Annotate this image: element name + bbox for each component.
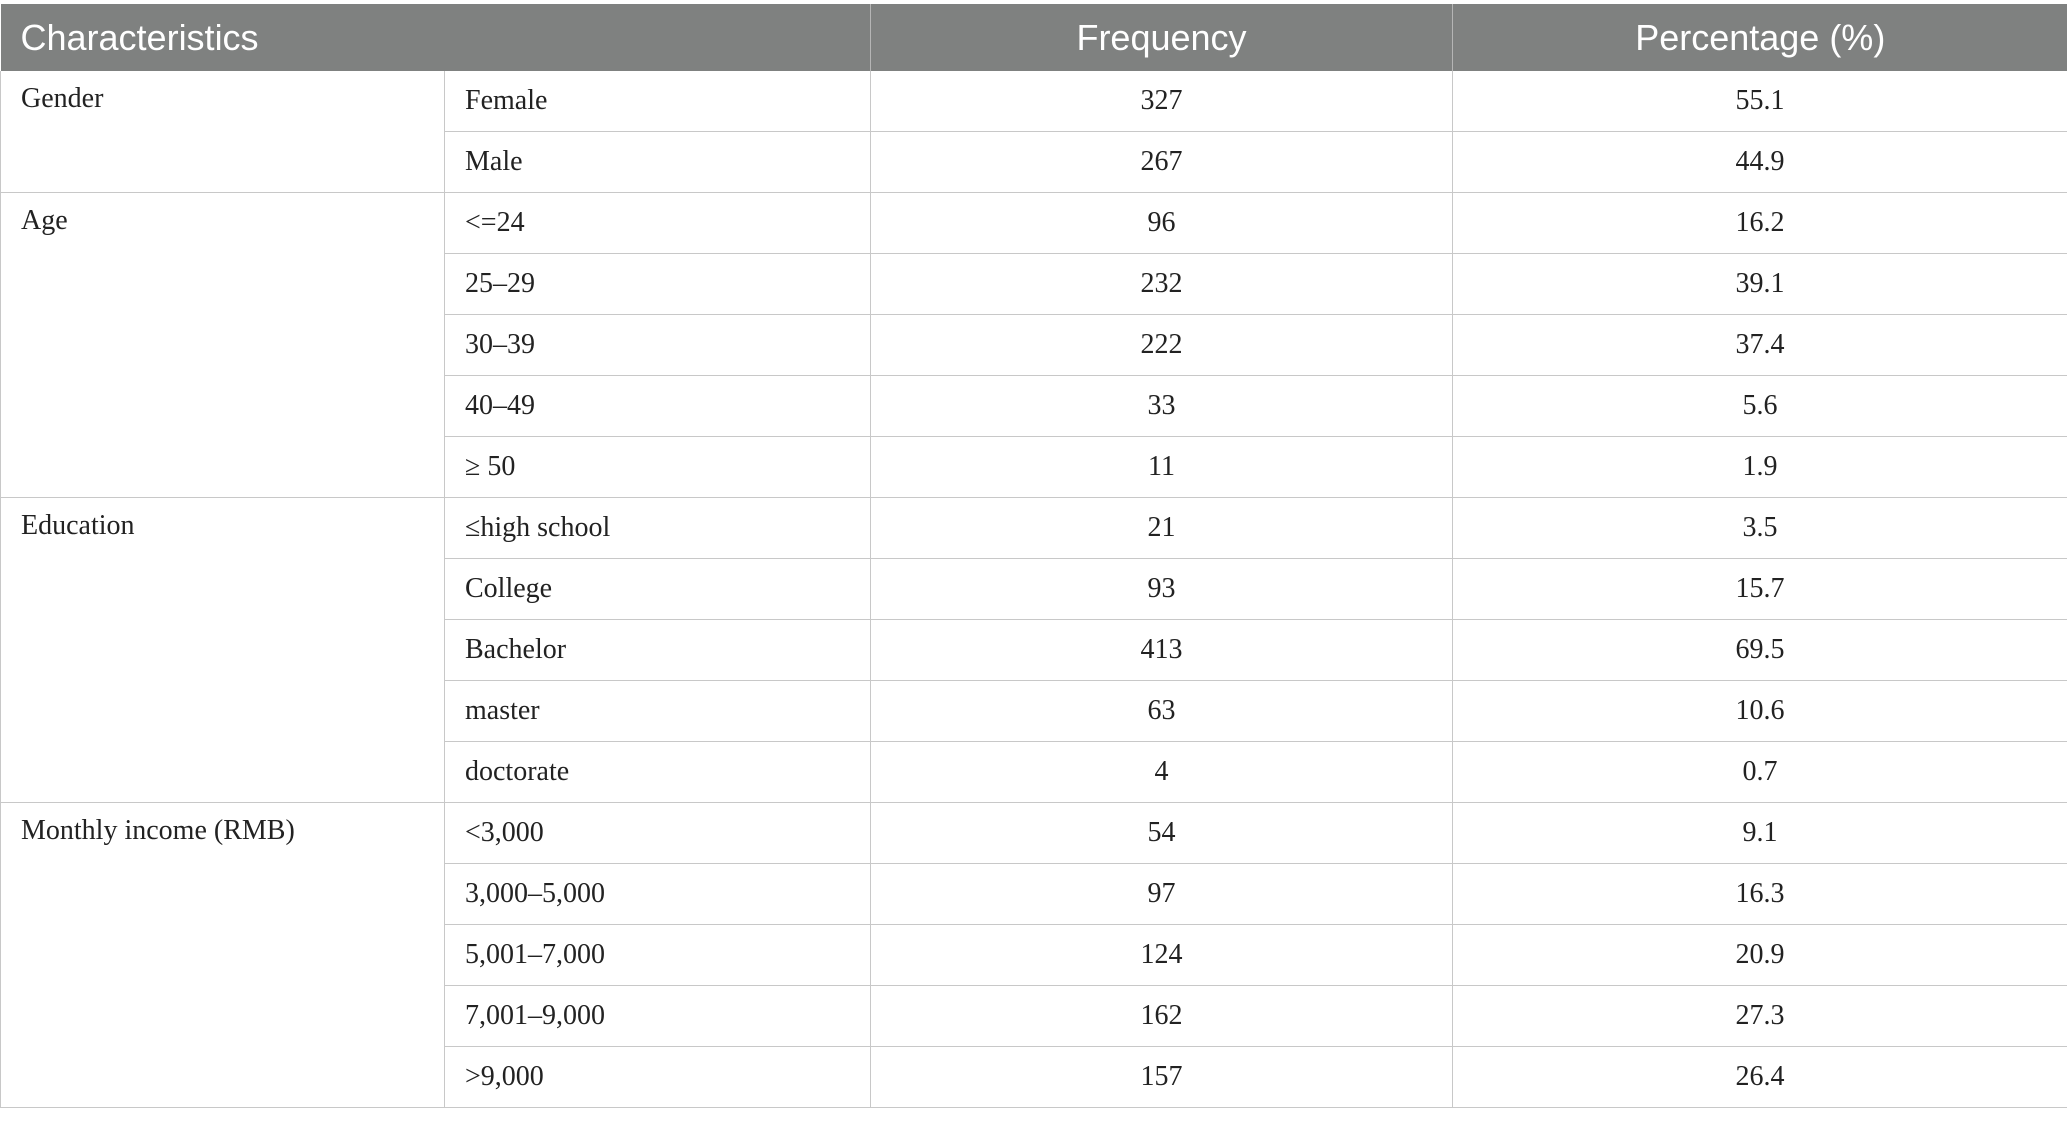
percentage-cell: 26.4: [1453, 1047, 2067, 1108]
percentage-cell: 44.9: [1453, 132, 2067, 193]
frequency-cell: 162: [871, 986, 1453, 1047]
percentage-cell: 10.6: [1453, 681, 2067, 742]
category-cell: Monthly income (RMB): [1, 803, 445, 1108]
percentage-cell: 15.7: [1453, 559, 2067, 620]
table-row: [1, 498, 2067, 559]
frequency-cell: 413: [871, 620, 1453, 681]
percentage-cell: 16.2: [1453, 193, 2067, 254]
frequency-cell: 124: [871, 925, 1453, 986]
frequency-cell: 4: [871, 742, 1453, 803]
table-body: [1, 71, 2067, 1108]
percentage-cell: 37.4: [1453, 315, 2067, 376]
category-cell: Education: [1, 498, 445, 803]
table-row: [1, 193, 2067, 254]
subcategory-cell: College: [445, 559, 871, 620]
percentage-cell: 1.9: [1453, 437, 2067, 498]
subcategory-cell: Bachelor: [445, 620, 871, 681]
percentage-cell: 0.7: [1453, 742, 2067, 803]
frequency-cell: 33: [871, 376, 1453, 437]
frequency-cell: 54: [871, 803, 1453, 864]
frequency-cell: 11: [871, 437, 1453, 498]
frequency-cell: 222: [871, 315, 1453, 376]
header-row: [1, 4, 2067, 71]
percentage-cell: 27.3: [1453, 986, 2067, 1047]
percentage-cell: 16.3: [1453, 864, 2067, 925]
percentage-cell: 55.1: [1453, 71, 2067, 132]
subcategory-cell: 5,001–7,000: [445, 925, 871, 986]
subcategory-cell: 30–39: [445, 315, 871, 376]
subcategory-cell: 7,001–9,000: [445, 986, 871, 1047]
subcategory-cell: ≤high school: [445, 498, 871, 559]
category-cell: Gender: [1, 71, 445, 193]
frequency-cell: 97: [871, 864, 1453, 925]
subcategory-cell: ≥ 50: [445, 437, 871, 498]
percentage-cell: 69.5: [1453, 620, 2067, 681]
subcategory-cell: Female: [445, 71, 871, 132]
table-header: [1, 4, 2067, 71]
frequency-cell: 232: [871, 254, 1453, 315]
subcategory-cell: 40–49: [445, 376, 871, 437]
category-cell: Age: [1, 193, 445, 498]
subcategory-cell: <3,000: [445, 803, 871, 864]
demographics-table: [0, 4, 2067, 1108]
frequency-cell: 93: [871, 559, 1453, 620]
subcategory-cell: 3,000–5,000: [445, 864, 871, 925]
table-row: [1, 71, 2067, 132]
frequency-cell: 267: [871, 132, 1453, 193]
table-row: [1, 803, 2067, 864]
frequency-cell: 327: [871, 71, 1453, 132]
subcategory-cell: >9,000: [445, 1047, 871, 1108]
subcategory-cell: doctorate: [445, 742, 871, 803]
percentage-cell: 39.1: [1453, 254, 2067, 315]
demographics-table-container: [0, 4, 2067, 1108]
subcategory-cell: 25–29: [445, 254, 871, 315]
frequency-cell: 157: [871, 1047, 1453, 1108]
percentage-cell: 20.9: [1453, 925, 2067, 986]
subcategory-cell: <=24: [445, 193, 871, 254]
subcategory-cell: master: [445, 681, 871, 742]
header-frequency: Frequency: [871, 4, 1453, 71]
frequency-cell: 96: [871, 193, 1453, 254]
header-characteristics: Characteristics: [1, 4, 871, 71]
subcategory-cell: Male: [445, 132, 871, 193]
frequency-cell: 21: [871, 498, 1453, 559]
percentage-cell: 9.1: [1453, 803, 2067, 864]
percentage-cell: 5.6: [1453, 376, 2067, 437]
header-percentage: Percentage (%): [1453, 4, 2067, 71]
percentage-cell: 3.5: [1453, 498, 2067, 559]
frequency-cell: 63: [871, 681, 1453, 742]
